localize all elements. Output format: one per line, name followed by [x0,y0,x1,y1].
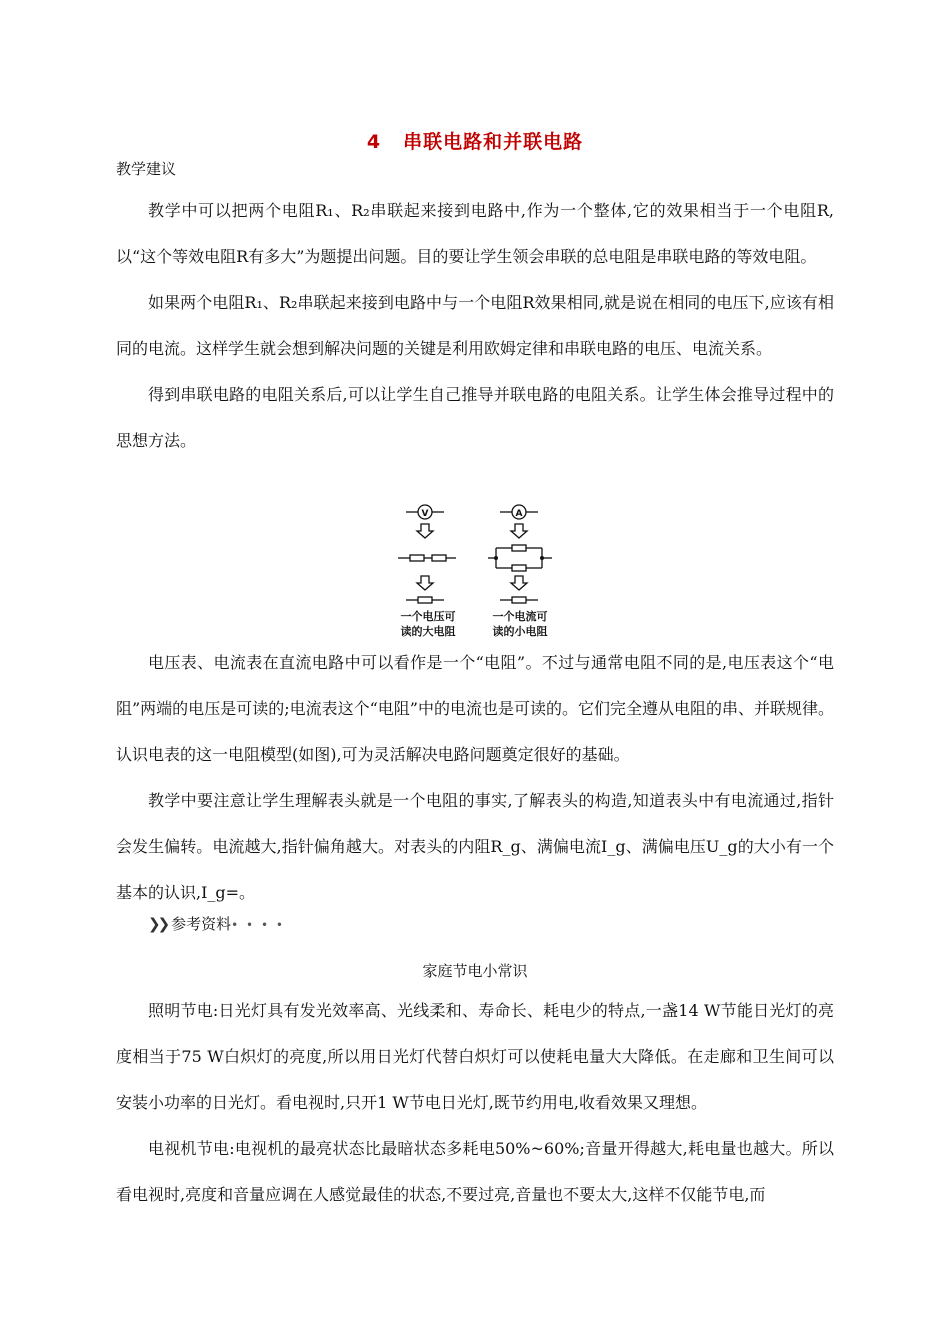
paragraph: 教学中可以把两个电阻R₁、R₂串联起来接到电路中,作为一个整体,它的效果相当于一个电阻R,以“这个等效电阻R有多大”为题提出问题。目的要让学生领会串联的总电阻是串联电路的等效电阻。 [116,201,834,266]
paragraph: 电压表、电流表在直流电路中可以看作是一个“电阻”。不过与通常电阻不同的是,电压表这个“电阻”两端的电压是可读的;电流表这个“电阻”中的电流也是可读的。它们完全遵从电阻的串、并联规律。认识电表的这一电阻模型(如图),可为灵活解决电路问题奠定很好的基础。 [116,653,834,764]
page-title [0,127,950,154]
paragraph: 如果两个电阻R₁、R₂串联起来接到电路中与一个电阻R效果相同,就是说在相同的电压下,应该有相同的电流。这样学生就会想到解决问题的关键是利用欧姆定律和串联电路的电压、电流关系。 [116,293,834,358]
double-chevron-icon: ❯❯ [148,915,168,933]
section-heading: 教学建议 [116,160,177,178]
paragraph: 教学中要注意让学生理解表头就是一个电阻的事实,了解表头的构造,知道表头中有电流通过,指针会发生偏转。电流越大,指针偏角越大。对表头的内阻R_g、满偏电流I_g、满偏电压U_g的大小有一个基本的认识,I_g=。 [116,791,834,902]
paragraph-block-3 [116,988,834,1218]
paragraph: 照明节电:日光灯具有发光效率高、光线柔和、寿命长、耗电少的特点,一盏14 W节能日光灯的亮度相当于75 W白炽灯的亮度,所以用日光灯代替白炽灯可以使耗电量大大降低。在走廊和卫生间可以安装小功率的日光灯。看电视时,只开1 W节电日光灯,既节约用电,收看效果又理想。 [116,1001,834,1112]
left-caption-line-1: 一个电压可 [400,610,456,623]
meter-resistance-figure [388,500,568,642]
paragraph: 得到串联电路的电阻关系后,可以让学生自己推导并联电路的电阻关系。让学生体会推导过程中的思想方法。 [116,385,834,450]
left-caption-line-2: 读的大电阻 [400,625,456,638]
voltmeter-diagram [398,505,456,603]
right-caption-line-2: 读的小电阻 [492,625,548,638]
subsection-title: 家庭节电小常识 [422,962,528,980]
reference-label: 参考资料 [171,915,232,933]
title-text: 串联电路和并联电路 [403,131,584,153]
ammeter-diagram [488,505,552,603]
paragraph: 电视机节电:电视机的最亮状态比最暗状态多耗电50%~60%;音量开得越大,耗电量也越大。所以看电视时,亮度和音量应调在人感觉最佳的状态,不要过亮,音量也不要太大,这样不仅能节电,而 [116,1139,834,1204]
voltmeter-label: V [421,509,429,519]
title-number: 4 [366,131,382,153]
paragraph-block-2 [116,640,834,916]
reference-dots: • • • • [231,918,285,932]
paragraph-block-1 [116,188,834,464]
reference-heading [148,913,285,934]
right-caption-line-1: 一个电流可 [492,610,548,623]
ammeter-label: A [515,509,523,519]
